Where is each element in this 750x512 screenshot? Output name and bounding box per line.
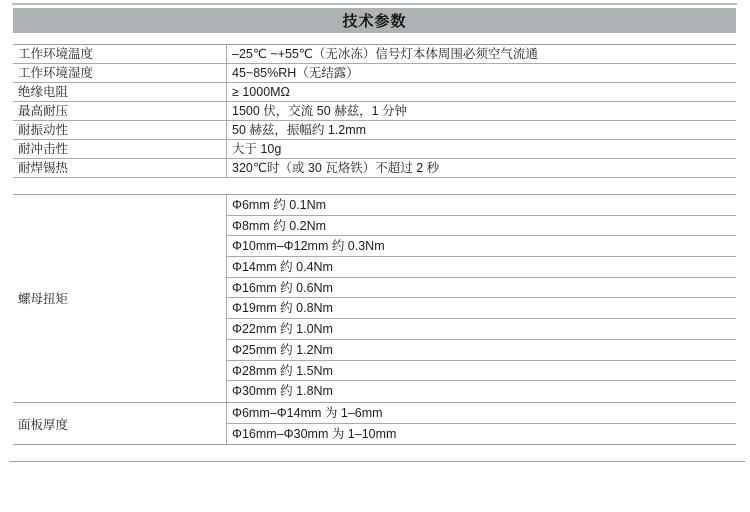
param-label: 绝缘电阻 bbox=[13, 83, 227, 101]
bottom-divider bbox=[9, 461, 745, 462]
general-spec-table bbox=[13, 44, 736, 178]
param-value: 大于 10g bbox=[232, 142, 282, 156]
param-label: 耐振动性 bbox=[13, 121, 227, 139]
param-value: Φ14mm 约 0.4Nm bbox=[227, 257, 736, 278]
param-label: 耐焊锡热 bbox=[13, 159, 227, 177]
top-divider bbox=[12, 3, 737, 5]
group-values bbox=[227, 195, 736, 402]
param-value: 1500 伏，交流 50 赫兹，1 分钟 bbox=[232, 104, 408, 118]
param-value: ≥ 1000MΩ bbox=[232, 85, 290, 99]
param-value: Φ6mm–Φ14mm 为 1–6mm bbox=[227, 403, 736, 424]
torque-spec-table bbox=[13, 194, 736, 445]
section-header bbox=[13, 8, 736, 33]
table-row bbox=[13, 102, 736, 121]
table-group-panel-thickness bbox=[13, 403, 736, 445]
table-row bbox=[13, 45, 736, 64]
param-label: 面板厚度 bbox=[13, 403, 227, 444]
table-group-nut-torque bbox=[13, 195, 736, 403]
table-row bbox=[13, 64, 736, 83]
table-row bbox=[13, 83, 736, 102]
param-value: Φ30mm 约 1.8Nm bbox=[232, 384, 333, 399]
param-value: Φ10mm–Φ12mm 约 0.3Nm bbox=[227, 236, 736, 257]
param-value: Φ8mm 约 0.2Nm bbox=[227, 216, 736, 237]
table-row bbox=[13, 159, 736, 178]
param-label: 工作环境湿度 bbox=[13, 64, 227, 82]
param-label: 工作环境温度 bbox=[13, 45, 227, 63]
param-value: Φ16mm 约 0.6Nm bbox=[227, 278, 736, 299]
param-value: Φ25mm 约 1.2Nm bbox=[227, 340, 736, 361]
table-row bbox=[13, 121, 736, 140]
page-title: 技术参数 bbox=[342, 13, 407, 30]
param-value: 50 赫兹，振幅约 1.2mm bbox=[232, 123, 367, 137]
param-value: 320℃时（或 30 瓦烙铁）不超过 2 秒 bbox=[232, 161, 440, 175]
param-value: Φ28mm 约 1.5Nm bbox=[227, 361, 736, 382]
param-value: 45~85%RH（无结露） bbox=[232, 66, 359, 80]
table-row bbox=[13, 140, 736, 159]
param-value: –25℃ ~+55℃（无冰冻）信号灯本体周围必须空气流通 bbox=[232, 47, 538, 61]
group-values bbox=[227, 403, 736, 444]
param-value: Φ6mm 约 0.1Nm bbox=[227, 195, 736, 216]
param-value: Φ22mm 约 1.0Nm bbox=[227, 319, 736, 340]
param-label: 螺母扭矩 bbox=[13, 195, 227, 402]
param-label: 耐冲击性 bbox=[13, 140, 227, 158]
param-value: Φ19mm 约 0.8Nm bbox=[227, 298, 736, 319]
param-value: Φ16mm–Φ30mm 为 1–10mm bbox=[232, 426, 397, 441]
param-label: 最高耐压 bbox=[13, 102, 227, 120]
